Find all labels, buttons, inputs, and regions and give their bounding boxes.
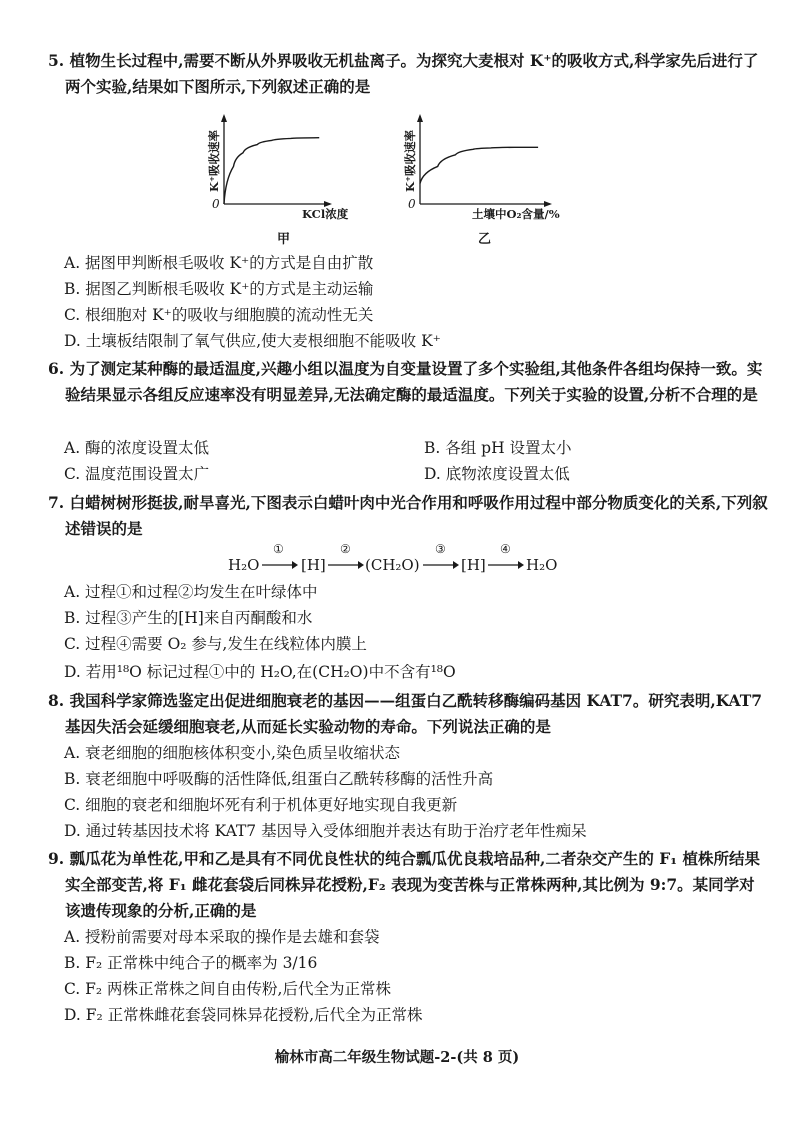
q7-option-c: C. 过程④需要 O₂ 参与,发生在线粒体内膜上: [64, 635, 367, 653]
origin-label: 0: [408, 197, 416, 211]
equation-step-4: ④: [500, 542, 511, 556]
arrow-2-icon: [328, 560, 364, 570]
chart-potassium-vs-oxygen: [396, 112, 586, 232]
q8-option-c: C. 细胞的衰老和细胞坏死有利于机体更好地实现自我更新: [64, 796, 458, 814]
q9-option-b: B. F₂ 正常株中纯合子的概率为 3/16: [64, 954, 318, 972]
q6-option-c: C. 温度范围设置太广: [64, 465, 210, 483]
equation-step-3: ③: [435, 542, 446, 556]
x-axis-label: KCl浓度: [302, 207, 349, 221]
y-axis-label: K⁺吸收速率: [207, 129, 221, 193]
q5-option-d: D. 土壤板结限制了氧气供应,使大麦根细胞不能吸收 K⁺: [64, 332, 441, 350]
arrow-1-icon: [262, 560, 298, 570]
q5-option-b: B. 据图乙判断根毛吸收 K⁺的方式是主动运输: [64, 280, 374, 298]
q8-option-a: A. 衰老细胞的细胞核体积变小,染色质呈收缩状态: [64, 744, 400, 762]
equation-h2o-left: H₂O: [228, 556, 260, 574]
arrow-4-icon: [488, 560, 524, 570]
x-axis-label: 土壤中O₂含量/%: [472, 207, 560, 221]
q8-option-d: D. 通过转基因技术将 KAT7 基因导入受体细胞并表达有助于治疗老年性痴呆: [64, 822, 587, 840]
q9-stem: 9. 瓢瓜花为单性花,甲和乙是具有不同优良性状的纯合瓢瓜优良栽培品种,二者杂交产生的 F₁ 植株所结果实全部变苦,将 F₁ 雌花套袋后同株异花授粉,F₂ 表现为变苦株与正常株两种,其比例为 9:7。某同学对该遗传现象的分析,正确的是: [48, 849, 760, 920]
q9-option-d: D. F₂ 正常株雌花套袋同株异花授粉,后代全为正常株: [64, 1006, 423, 1024]
q7-option-d: D. 若用¹⁸O 标记过程①中的 H₂O,在(CH₂O)中不含有¹⁸O: [64, 663, 456, 681]
q6-stem: 6. 为了测定某种酶的最适温度,兴趣小组以温度为自变量设置了多个实验组,其他条件各组均保持一致。实验结果显示各组反应速率没有明显差异,无法确定酶的最适温度。下列关于实验的设置,分析不合理的是: [48, 359, 763, 404]
series-line: [420, 147, 538, 183]
reaction-equation: [228, 542, 568, 578]
q5-option-c: C. 根细胞对 K⁺的吸收与细胞膜的流动性无关: [64, 306, 374, 324]
q6-option-a: A. 酶的浓度设置太低: [64, 439, 210, 457]
q9-option-a: A. 授粉前需要对母本采取的操作是去雄和套袋: [64, 928, 380, 946]
q7-option-b: B. 过程③产生的[H]来自丙酮酸和水: [64, 609, 313, 627]
q7-stem: 7. 白蜡树树形挺拔,耐旱喜光,下图表示白蜡叶肉中光合作用和呼吸作用过程中部分物质变化的关系,下列叙述错误的是: [48, 493, 768, 538]
origin-label: 0: [212, 197, 220, 211]
equation-ch2o: (CH₂O): [365, 556, 420, 574]
q6-option-d: D. 底物浓度设置太低: [424, 465, 570, 483]
q8-option-b: B. 衰老细胞中呼吸酶的活性降低,组蛋白乙酰转移酶的活性升高: [64, 770, 494, 788]
equation-h-1: [H]: [301, 556, 326, 574]
chart-potassium-vs-kcl: [196, 112, 366, 232]
y-axis-arrow-icon: [417, 114, 423, 122]
equation-step-1: ①: [273, 542, 284, 556]
q5-stem: 5. 植物生长过程中,需要不断从外界吸收无机盐离子。为探究大麦根对 K⁺的吸收方式,科学家先后进行了两个实验,结果如下图所示,下列叙述正确的是: [48, 51, 759, 96]
page-footer: 榆林市高二年级生物试题-2-(共 8 页): [274, 1049, 520, 1066]
series-line: [224, 138, 319, 204]
q9-option-c: C. F₂ 两株正常株之间自由传粉,后代全为正常株: [64, 980, 391, 998]
q6-option-b: B. 各组 pH 设置太小: [424, 439, 572, 457]
q8-stem: 8. 我国科学家筛选鉴定出促进细胞衰老的基因——组蛋白乙酰转移酶编码基因 KAT7。研究表明,KAT7 基因失活会延缓细胞衰老,从而延长实验动物的寿命。下列说法正确的是: [48, 691, 763, 736]
equation-h2o-right: H₂O: [526, 556, 558, 574]
equation-h-2: [H]: [461, 556, 486, 574]
q5-option-a: A. 据图甲判断根毛吸收 K⁺的方式是自由扩散: [64, 254, 374, 272]
y-axis-arrow-icon: [221, 114, 227, 122]
chart-a-caption: 甲: [277, 232, 291, 247]
equation-step-2: ②: [340, 542, 351, 556]
q7-option-a: A. 过程①和过程②均发生在叶绿体中: [64, 583, 318, 601]
y-axis-label: K⁺吸收速率: [403, 129, 417, 193]
arrow-3-icon: [423, 560, 459, 570]
chart-b-caption: 乙: [478, 232, 492, 247]
